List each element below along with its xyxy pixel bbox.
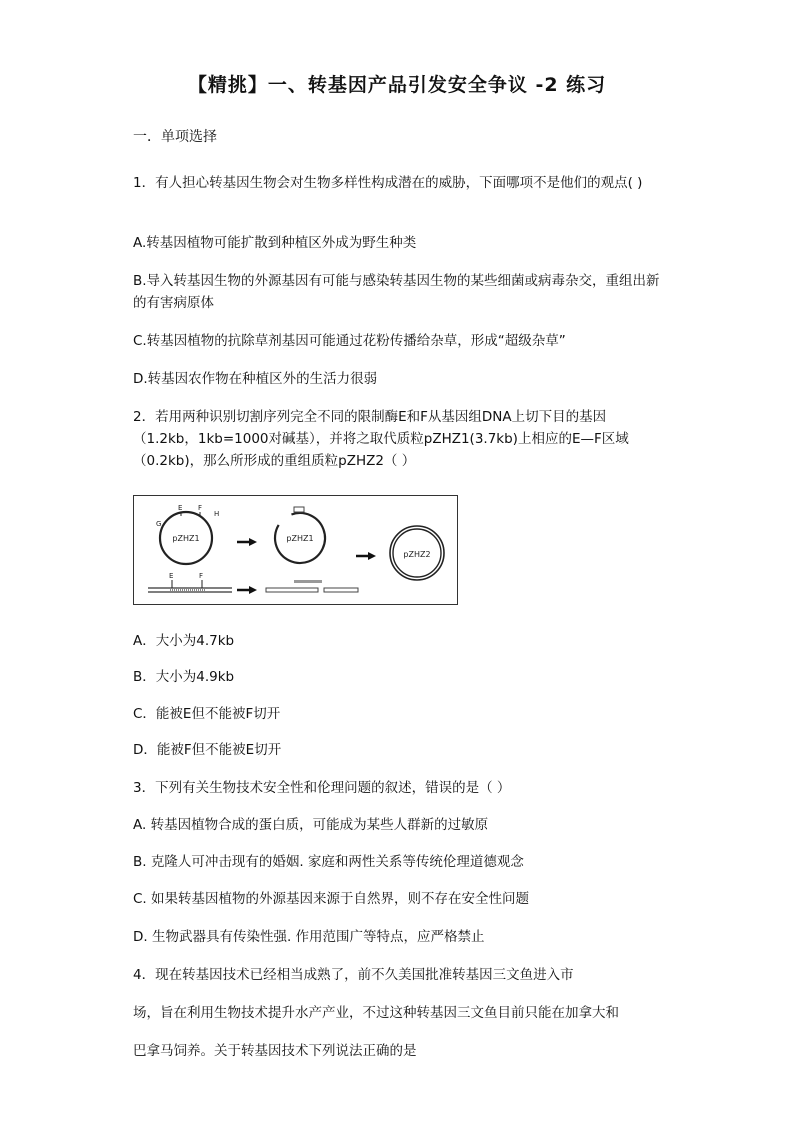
plasmid-diagram	[133, 495, 458, 605]
page-title: 【精挑】一、转基因产品引发安全争议 -2 练习	[187, 74, 607, 96]
site-g-label: G	[156, 520, 162, 528]
q2-option-d: D．能被F但不能被E切开	[133, 742, 282, 758]
removed-fragment	[294, 507, 304, 512]
plasmid1-label: pZHZ1	[172, 534, 200, 543]
plasmid2-label: pZHZ2	[403, 550, 431, 559]
arrow-1-head	[249, 538, 257, 546]
site-f-label: F	[198, 504, 203, 512]
q3-stem: 3．下列有关生物技术安全性和伦理问题的叙述，错误的是（ ）	[133, 780, 511, 796]
q3-option-a: A. 转基因植物合成的蛋白质，可能成为某些人群新的过敏原	[133, 817, 489, 833]
dna-site-e-label: E	[169, 572, 174, 580]
q2-option-b: B．大小为4.9kb	[133, 669, 235, 685]
q1-option-c: C.转基因植物的抗除草剂基因可能通过花粉传播给杂草，形成“超级杂草”	[133, 333, 566, 349]
q1-option-d: D.转基因农作物在种植区外的生活力很弱	[133, 371, 378, 387]
fragment-right	[324, 588, 358, 592]
site-h-label: H	[214, 510, 220, 518]
q2-option-c: C．能被E但不能被F切开	[133, 706, 281, 722]
dna-site-f-label: F	[199, 572, 204, 580]
q3-option-d: D. 生物武器具有传染性强. 作用范围广等特点，应严格禁止	[133, 929, 485, 945]
q2-stem: 2．若用两种识别切割序列完全不同的限制酶E和F从基因组DNA上切下目的基因（1.2kb，1kb=1000对碱基），并将之取代质粒pZHZ1(3.7kb)上相应的E—F区域（0.2kb)，那么所形成的重组质粒pZHZ2（ ）	[133, 409, 629, 469]
q1-option-b: B.导入转基因生物的外源基因有可能与感染转基因生物的某些细菌或病毒杂交，重组出新的有害病原体	[133, 273, 660, 311]
arrow-3-head	[249, 586, 257, 594]
arrow-2-head	[368, 552, 376, 560]
q3-option-c: C. 如果转基因植物的外源基因来源于自然界，则不存在安全性问题	[133, 891, 530, 907]
plasmid1-cut-label: pZHZ1	[286, 534, 314, 543]
fragment-left	[266, 588, 318, 592]
q3-option-b: B. 克隆人可冲击现有的婚姻. 家庭和两性关系等传统伦理道德观念	[133, 854, 524, 870]
q2-option-a: A．大小为4.7kb	[133, 633, 235, 649]
q1-stem: 1．有人担心转基因生物会对生物多样性构成潜在的威胁，下面哪项不是他们的观点( )	[133, 175, 643, 191]
section-heading: 一．单项选择	[133, 129, 217, 145]
q4-line-1: 4．现在转基因技术已经相当成熟了，前不久美国批准转基因三文鱼进入市	[133, 967, 574, 983]
fragment-target	[294, 580, 322, 583]
q4-line-2: 场，旨在利用生物技术提升水产产业，不过这种转基因三文鱼目前只能在加拿大和	[133, 1005, 619, 1021]
q4-line-3: 巴拿马饲养。关于转基因技术下列说法正确的是	[133, 1043, 417, 1059]
site-e-label: E	[178, 504, 183, 512]
q1-option-a: A.转基因植物可能扩散到种植区外成为野生种类	[133, 235, 417, 251]
